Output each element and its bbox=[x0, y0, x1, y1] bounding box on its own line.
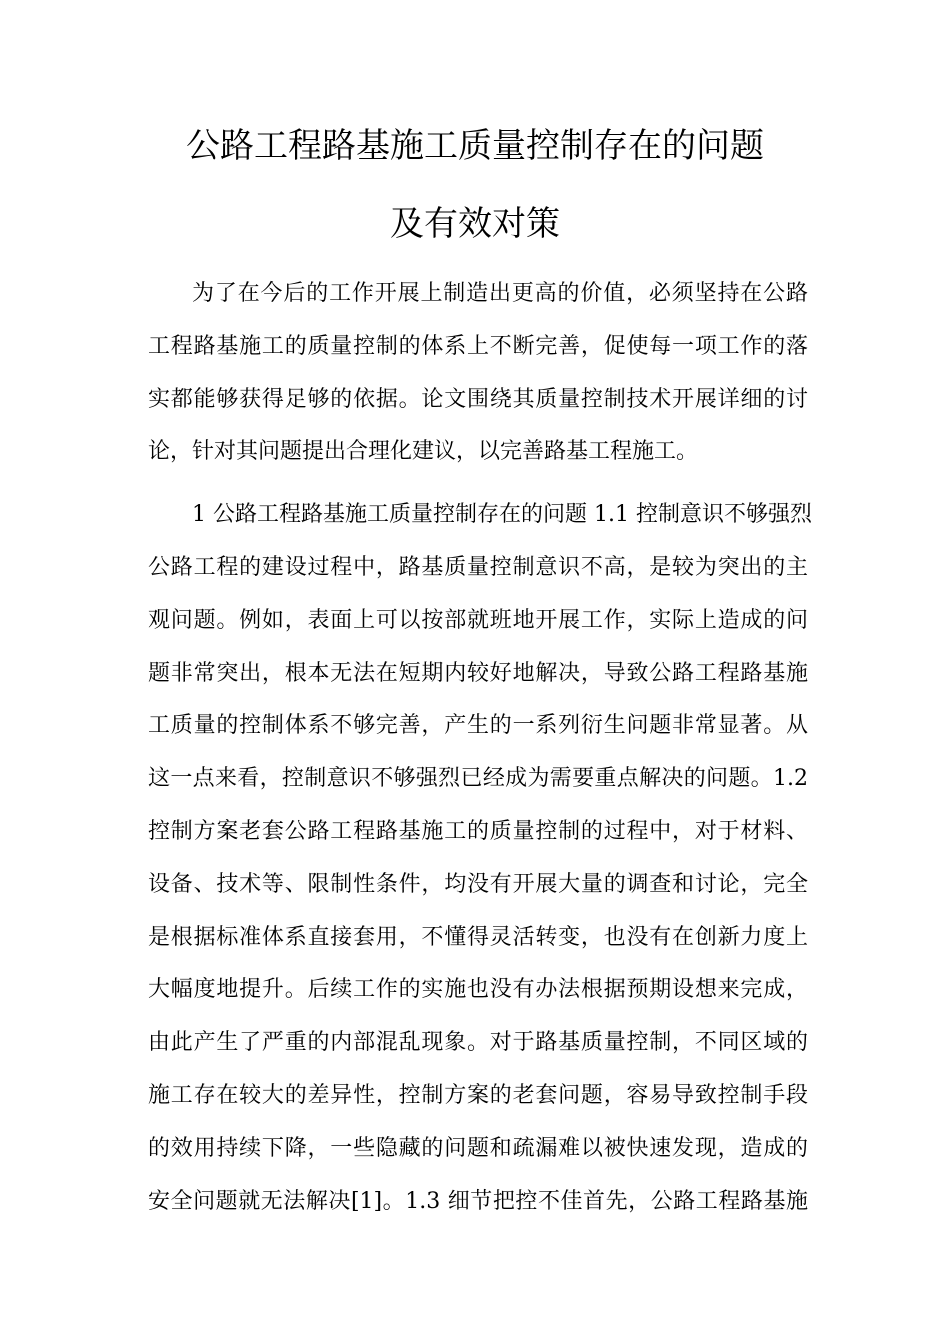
text-line: 工质量的控制体系不够完善，产生的一系列衍生问题非常显著。从 bbox=[148, 713, 808, 739]
text-line: 论，针对其问题提出合理化建议，以完善路基工程施工。 bbox=[148, 439, 699, 465]
text-line: 的效用持续下降，一些隐藏的问题和疏漏难以被快速发现，造成的 bbox=[148, 1135, 808, 1161]
document-body bbox=[148, 272, 812, 1232]
text-line: 这一点来看，控制意识不够强烈已经成为需要重点解决的问题。1.2 bbox=[148, 766, 808, 792]
text-line: 观问题。例如，表面上可以按部就班地开展工作，实际上造成的问 bbox=[148, 607, 808, 633]
text-line: 大幅度地提升。后续工作的实施也没有办法根据预期设想来完成， bbox=[148, 977, 808, 1003]
text-line: 为了在今后的工作开展上制造出更高的价值，必须坚持在公路 bbox=[192, 281, 808, 306]
document-title-line-2: 及有效对策 bbox=[390, 204, 560, 244]
text-line: 实都能够获得足够的依据。论文围绕其质量控制技术开展详细的讨 bbox=[148, 386, 808, 412]
text-line: 施工存在较大的差异性，控制方案的老套问题，容易导致控制手段 bbox=[148, 1082, 808, 1108]
paragraph-gap bbox=[148, 483, 808, 493]
text-line: 工程路基施工的质量控制的体系上不断完善，促使每一项工作的落 bbox=[148, 333, 808, 359]
text-line: 1 公路工程路基施工质量控制存在的问题 1.1 控制意识不够强烈 bbox=[192, 502, 812, 528]
text-line: 公路工程的建设过程中，路基质量控制意识不高，是较为突出的主 bbox=[148, 554, 808, 580]
paragraph-problems bbox=[148, 493, 812, 1232]
paragraph-intro bbox=[148, 272, 808, 483]
text-line: 是根据标准体系直接套用，不懂得灵活转变，也没有在创新力度上 bbox=[148, 924, 808, 950]
text-line: 控制方案老套公路工程路基施工的质量控制的过程中，对于材料、 bbox=[148, 818, 808, 844]
text-line: 安全问题就无法解决[1]。1.3 细节把控不佳首先，公路工程路基施 bbox=[148, 1188, 808, 1214]
document-title-line-1: 公路工程路基施工质量控制存在的问题 bbox=[186, 126, 764, 166]
text-line: 由此产生了严重的内部混乱现象。对于路基质量控制，不同区域的 bbox=[148, 1030, 808, 1056]
text-line: 设备、技术等、限制性条件，均没有开展大量的调查和讨论，完全 bbox=[148, 871, 808, 897]
text-line: 题非常突出，根本无法在短期内较好地解决，导致公路工程路基施 bbox=[148, 660, 808, 686]
